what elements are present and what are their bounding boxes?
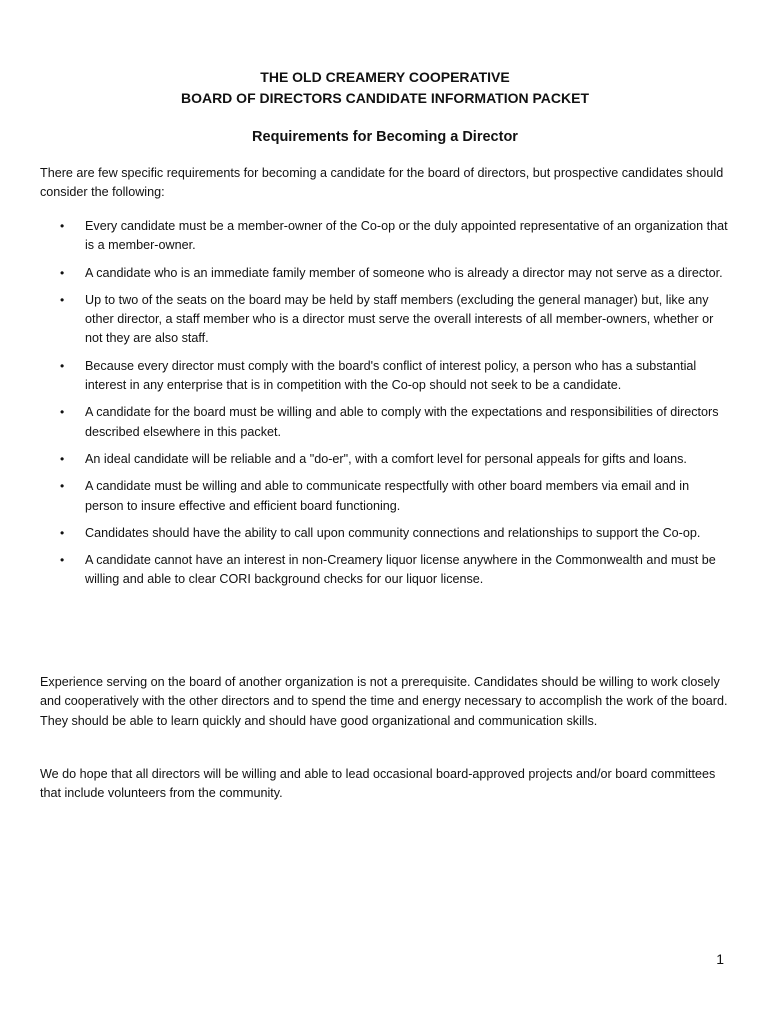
bullet-icon: • xyxy=(60,219,65,233)
bullet-icon: • xyxy=(60,525,65,540)
requirement-text: A candidate who is an immediate family member of someone who is already a director may not serve as a director. xyxy=(85,265,723,280)
requirement-item xyxy=(40,217,730,256)
bullet-icon: • xyxy=(60,451,65,466)
bullet-icon: • xyxy=(60,479,65,494)
requirement-item xyxy=(40,450,730,469)
org-name-heading: THE OLD CREAMERY COOPERATIVE xyxy=(260,69,510,85)
bullet-icon: • xyxy=(60,405,65,420)
requirements-list xyxy=(40,217,730,598)
requirement-text: A candidate for the board must be willing and able to comply with the expectations and responsibilities of directors described elsewhere in this packet. xyxy=(85,405,719,439)
experience-paragraph: Experience serving on the board of another organization is not a prerequisite. Candidates should be willing to work closely and cooperatively with the other directors and to spend the time and energy necessary to accomplish the work of the board. They should be able to learn quickly and should have good organizational and communication skills. xyxy=(40,675,728,728)
page-number: 1 xyxy=(716,951,724,967)
requirement-text: A candidate must be willing and able to communicate respectfully with other board members via email and in person to insure effective and efficient board functioning. xyxy=(85,479,690,513)
bullet-icon: • xyxy=(60,553,65,568)
bullet-icon: • xyxy=(60,358,65,373)
requirement-text: An ideal candidate will be reliable and a "do-er", with a comfort level for personal appeals for gifts and loans. xyxy=(85,451,687,466)
section-heading: Requirements for Becoming a Director xyxy=(252,129,518,145)
requirement-item xyxy=(40,291,730,349)
requirement-text: Every candidate must be a member-owner of the Co-op or the duly appointed representative of an organization that is a member-owner. xyxy=(85,219,728,253)
requirement-text: Up to two of the seats on the board may be held by staff members (excluding the general manager) but, like any other director, a staff member who is a director must serve the overall interests of all member-owners, whether or not they are also staff. xyxy=(85,292,714,346)
requirement-text: Candidates should have the ability to call upon community connections and relationships to support the Co-op. xyxy=(85,525,701,540)
intro-paragraph: There are few specific requirements for becoming a candidate for the board of directors, but prospective candidates should consider the following: xyxy=(40,166,724,200)
requirement-text: Because every director must comply with the board's conflict of interest policy, a person who has a substantial interest in any enterprise that is in competition with the Co-op should not seek to be a candidate. xyxy=(85,358,697,393)
requirement-item xyxy=(40,551,730,590)
bullet-icon: • xyxy=(60,265,65,280)
closing-paragraph: We do hope that all directors will be willing and able to lead occasional board-approved projects and/or board committees that include volunteers from the community. xyxy=(40,767,716,801)
requirement-item xyxy=(40,477,730,516)
requirement-item xyxy=(40,264,730,283)
requirement-item xyxy=(40,403,730,442)
bullet-icon: • xyxy=(60,292,65,307)
requirement-item xyxy=(40,524,730,543)
requirement-item xyxy=(40,357,730,396)
requirement-text: A candidate cannot have an interest in non-Creamery liquor license anywhere in the Commonwealth and must be willing and able to clear CORI background checks for our liquor license. xyxy=(85,553,716,587)
document-header xyxy=(0,67,770,109)
packet-title-heading: BOARD OF DIRECTORS CANDIDATE INFORMATION PACKET xyxy=(180,90,590,106)
